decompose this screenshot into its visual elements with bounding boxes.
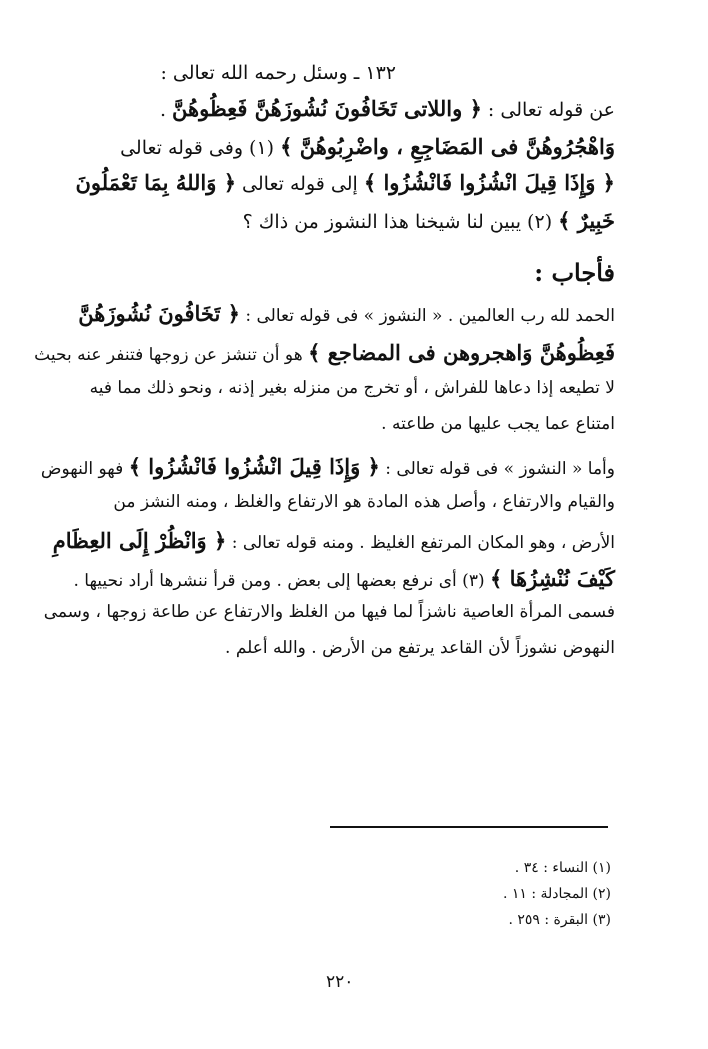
quran-verse: ﴿ تَخَافُونَ نُشُوزَهُنَّ: [78, 301, 240, 326]
footnote: (٣) البقرة : ٢٥٩ .: [508, 912, 611, 928]
text-run: عن قوله تعالى :: [481, 99, 615, 121]
footnote: (١) النساء : ٣٤ .: [514, 860, 611, 876]
quran-verse: ﴿ وَإِذَا قِيلَ انْشُزُوا فَانْشُزُوا ﴾: [128, 454, 380, 479]
question-line: [243, 208, 615, 233]
text-run: النهوض نشوزاً لأن القاعد يرتفع من الأرض . والله أعلم .: [225, 638, 615, 658]
answer-line: [41, 454, 615, 479]
text-run: الأرض ، وهو المكان المرتفع الغليظ . ومنه قوله تعالى :: [226, 533, 615, 553]
text-run: فسمى المرأة العاصية ناشزاً لما فيها من الغلظ والارتفاع عن طاعة زوجها ، وسمى: [43, 602, 615, 622]
question-line: [75, 170, 615, 195]
answer-line: [381, 414, 615, 434]
page-number: ٢٢٠: [326, 972, 354, 992]
quran-verse: ﴿ وَاللهُ بِمَا تَعْمَلُونَ: [75, 170, 237, 195]
text-run: هو أن تنشز عن زوجها فتنفر عنه بحيث: [34, 345, 309, 365]
text-run: الحمد لله رب العالمين . « النشوز » فى قوله تعالى :: [239, 306, 615, 326]
text-run: والقيام والارتفاع ، وأصل هذه المادة هو الارتفاع والغلظ ، ومنه النشز من: [113, 492, 615, 512]
text-run: فهو النهوض: [40, 459, 129, 479]
text-run: لا تطيعه إذا دعاها للفراش ، أو تخرج من منزله بغير إذنه ، ونحو ذلك مما فيه: [89, 378, 615, 398]
text-run: (١) وفى قوله تعالى: [120, 137, 281, 159]
answer-line: [225, 638, 615, 658]
quran-verse: خَبِيرٌ ﴾: [558, 208, 615, 233]
quran-verse: كَيْفَ نُنْشِزُهَا ﴾: [490, 566, 615, 591]
answer-line: [34, 340, 615, 365]
footnote-divider: [330, 826, 608, 828]
quran-verse: ﴿ وَانْظُرْ إِلَى العِظَامِ: [52, 528, 227, 553]
text-run: امتناع عما يجب عليها من طاعته .: [381, 414, 615, 434]
text-run: (٣) أى نرفع بعضها إلى بعض . ومن قرأ ننشرها أراد نحييها .: [73, 571, 491, 591]
answer-line: [53, 528, 615, 553]
answer-label: فأجاب :: [534, 258, 615, 287]
text-run: وأما « النشوز » فى قوله تعالى :: [379, 459, 615, 479]
text-run: إلى قوله تعالى: [236, 173, 364, 195]
question-heading: ١٣٢ ـ وسئل رحمه الله تعالى :: [160, 62, 396, 84]
quran-verse: فَعِظُوهُنَّ وَاهجروهن فى المضاجع ﴾: [308, 340, 615, 365]
answer-line: [73, 566, 615, 591]
answer-line: [44, 602, 615, 622]
quran-verse: ﴿ واللاتى تَخَافُونَ نُشُوزَهُنَّ فَعِظُوهُنَّ: [172, 96, 482, 121]
footnote: (٢) المجادلة : ١١ .: [502, 886, 611, 902]
text-run: .: [159, 99, 173, 121]
answer-line: [90, 378, 615, 398]
answer-line: [113, 492, 615, 512]
quran-verse: وَاهْجُرُوهُنَّ فى المَضَاجِعِ ، واضْرِبُوهُنَّ ﴾: [280, 134, 615, 159]
question-line: [160, 96, 615, 121]
answer-line: [78, 301, 615, 326]
question-line: [120, 134, 615, 159]
text-run: (٢) يبين لنا شيخنا هذا النشوز من ذاك ؟: [242, 211, 559, 233]
quran-verse: ﴿ وَإِذَا قِيلَ انْشُزُوا فَانْشُزُوا ﴾: [363, 170, 615, 195]
